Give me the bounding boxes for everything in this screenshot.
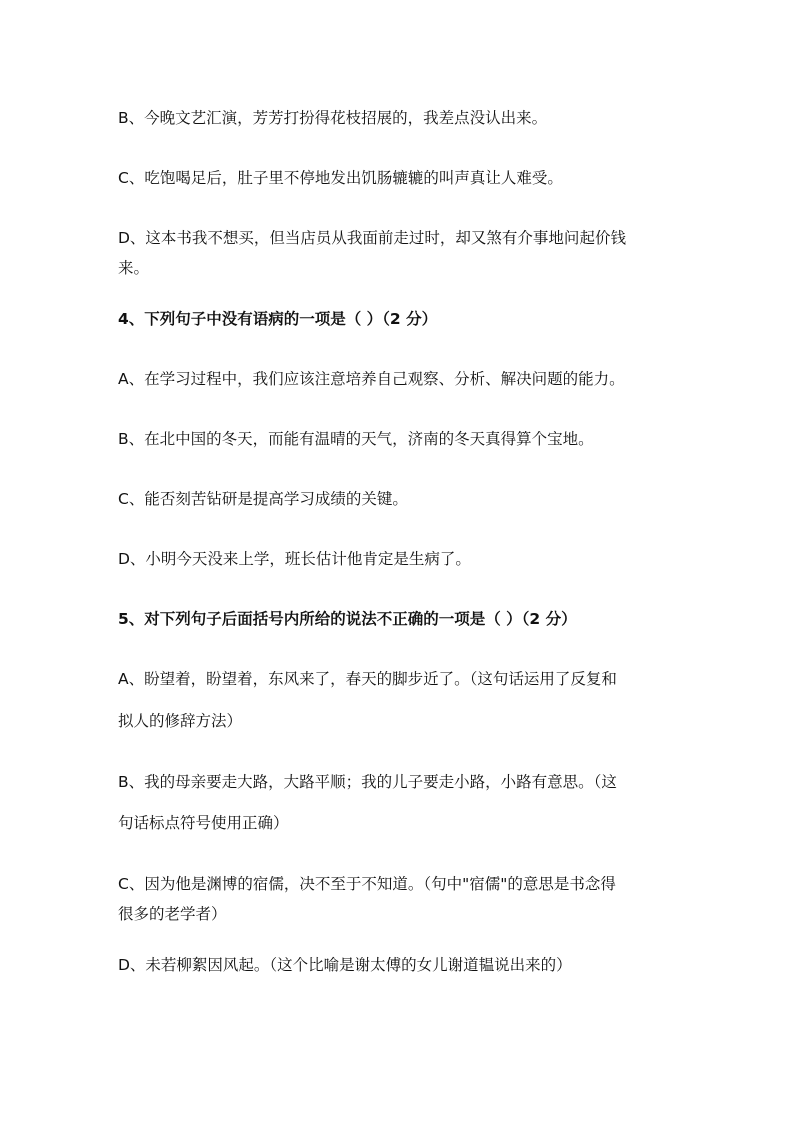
q5-heading: 5、对下列句子后面括号内所给的说法不正确的一项是（ ）（2 分） [118, 610, 577, 628]
q3-option-d-line2: 来。 [118, 259, 150, 277]
q3-option-c: C、吃饱喝足后，肚子里不停地发出饥肠辘辘的叫声真让人难受。 [118, 169, 563, 187]
q4-option-a: A、在学习过程中，我们应该注意培养自己观察、分析、解决问题的能力。 [118, 370, 625, 388]
q5-option-a-line1: A、盼望着，盼望着，东风来了，春天的脚步近了。（这句话运用了反复和 [118, 670, 617, 688]
q5-option-c-line1: C、因为他是渊博的宿儒，决不至于不知道。（句中"宿儒"的意思是书念得 [118, 875, 616, 893]
q4-option-c: C、能否刻苦钻研是提高学习成绩的关键。 [118, 490, 408, 508]
q5-option-b-line1: B、我的母亲要走大路，大路平顺；我的儿子要走小路，小路有意思。（这 [118, 773, 617, 791]
q5-option-d: D、未若柳絮因风起。（这个比喻是谢太傅的女儿谢道韫说出来的） [118, 956, 572, 974]
q5-option-c-line2: 很多的老学者） [118, 905, 227, 923]
q5-option-b-line2: 句话标点符号使用正确） [118, 814, 289, 832]
q3-option-d-line1: D、这本书我不想买，但当店员从我面前走过时，却又煞有介事地问起价钱 [118, 229, 626, 247]
q5-option-a-line2: 拟人的修辞方法） [118, 712, 243, 730]
q4-option-b: B、在北中国的冬天，而能有温晴的天气，济南的冬天真得算个宝地。 [118, 430, 594, 448]
q4-option-d: D、小明今天没来上学，班长估计他肯定是生病了。 [118, 550, 471, 568]
q4-heading: 4、下列句子中没有语病的一项是（ ）（2 分） [118, 310, 438, 328]
q3-option-b: B、今晚文艺汇演，芳芳打扮得花枝招展的，我差点没认出来。 [118, 109, 548, 127]
